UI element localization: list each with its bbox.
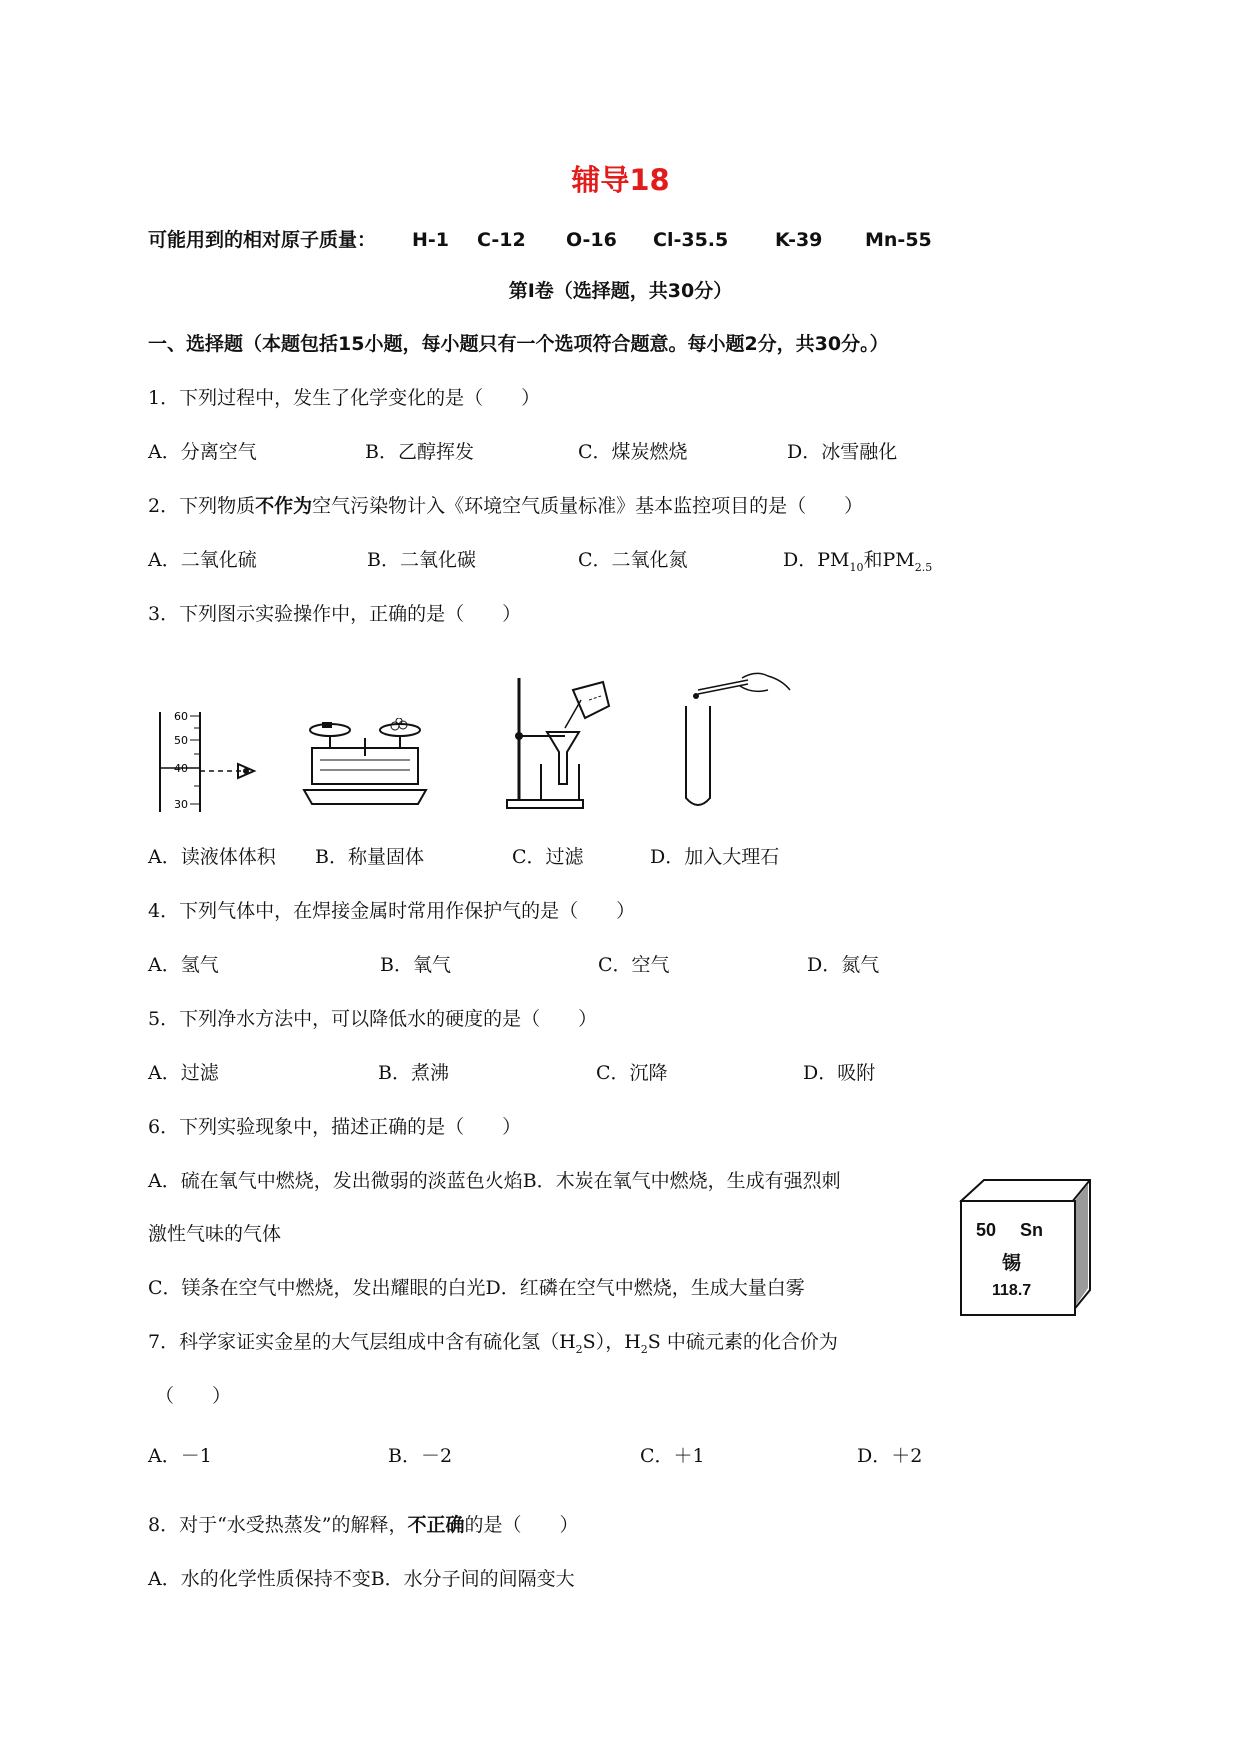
page-title: 辅导18 [571,163,670,197]
section-heading: 一、选择题（本题包括15小题，每小题只有一个选项符合题意。每小题2分，共30分。） [148,333,889,355]
q3-stem: 3．下列图示实验操作中，正确的是（ ） [148,603,522,625]
q5-option-c: C．沉降 [596,1062,668,1084]
q5-option-b: B．煮沸 [378,1062,449,1084]
q2-option-d-sub2: 2.5 [914,560,933,574]
atomic-mass-k: K-39 [775,229,823,251]
q1-option-a: A．分离空气 [148,441,257,463]
atomic-mass-mn: Mn-55 [865,229,932,251]
graduated-cylinder-figure [150,708,270,816]
q2-option-d-pre: D．PM [783,549,850,571]
q7-stem-pre: 7．科学家证实金星的大气层组成中含有硫化氢（H [148,1331,576,1353]
q3-option-c: C．过滤 [512,846,584,868]
q2-stem-emphasis: 不作为 [255,495,313,517]
q5-option-d: D．吸附 [803,1062,876,1084]
q7-stem-post: S 中硫元素的化合价为 [647,1331,838,1353]
q2-stem [148,494,863,518]
atomic-mass-label: 可能用到的相对原子质量： [148,229,377,251]
q2-option-d [783,548,932,580]
q2-option-d-mid: 和PM [863,549,915,571]
q8-line-1: A．水的化学性质保持不变B．水分子间的间隔变大 [148,1568,575,1590]
q5-stem: 5．下列净水方法中，可以降低水的硬度的是（ ） [148,1008,598,1030]
q8-stem-emphasis: 不正确 [407,1514,465,1536]
q6-line-2: 激性气味的气体 [148,1223,282,1245]
q4-option-d: D．氮气 [807,954,880,976]
q1-stem: 1．下列过程中，发生了化学变化的是（ ） [148,387,541,409]
q4-option-c: C．空气 [598,954,670,976]
q8-stem-pre: 8．对于“水受热蒸发”的解释， [148,1514,408,1536]
q7-option-c: C．＋1 [640,1445,705,1467]
q1-option-d: D．冰雪融化 [787,441,898,463]
q1-option-b: B．乙醇挥发 [365,441,474,463]
filtration-figure [505,676,635,812]
q2-option-a: A．二氧化硫 [148,549,257,571]
q1-option-c: C．煤炭燃烧 [578,441,688,463]
q4-option-b: B．氧气 [380,954,451,976]
cylinder-tick-60: 60 [174,710,188,723]
q7-option-d: D．＋2 [857,1445,923,1467]
q2-option-d-sub1: 10 [849,560,864,574]
q2-stem-post: 空气污染物计入《环境空气质量标准》基本监控项目的是（ ） [312,495,864,517]
q7-option-a: A．－1 [148,1445,212,1467]
q7-stem-sub2: 2 [640,1342,648,1356]
q8-stem-post: 的是（ ） [464,1514,579,1536]
atomic-mass-c: C-12 [477,229,526,251]
element-name: 锡 [1002,1253,1022,1274]
part-title: 第Ⅰ卷（选择题，共30分） [508,280,733,302]
q7-stem-mid: S），H [582,1331,641,1353]
q6-line-3: C．镁条在空气中燃烧，发出耀眼的白光D．红磷在空气中燃烧，生成大量白雾 [148,1277,805,1299]
q6-stem: 6．下列实验现象中，描述正确的是（ ） [148,1116,522,1138]
q7-answer-paren: （ ） [155,1385,232,1407]
element-atomic-mass: 118.7 [992,1282,1032,1299]
atomic-mass-cl: Cl-35.5 [653,229,729,251]
q7-option-b: B．－2 [388,1445,453,1467]
atomic-mass-h: H-1 [412,229,450,251]
element-card [960,1200,1076,1316]
q3-option-b: B．称量固体 [315,846,424,868]
cylinder-tick-40: 40 [174,762,188,775]
test-tube-figure [678,670,798,812]
q7-stem [148,1330,838,1362]
q8-stem [148,1513,579,1537]
atomic-mass-o: O-16 [566,229,617,251]
q4-stem: 4．下列气体中，在焊接金属时常用作保护气的是（ ） [148,900,636,922]
q2-option-c: C．二氧化氮 [578,549,688,571]
q5-option-a: A．过滤 [148,1062,219,1084]
cylinder-tick-50: 50 [174,734,188,747]
q2-stem-pre: 2．下列物质 [148,495,256,517]
q2-option-b: B．二氧化碳 [367,549,476,571]
cylinder-tick-30: 30 [174,798,188,811]
balance-figure [300,718,430,812]
q6-line-1: A．硫在氧气中燃烧，发出微弱的淡蓝色火焰B．木炭在氧气中燃烧，生成有强烈刺 [148,1170,841,1192]
element-symbol: Sn [1020,1220,1044,1240]
q4-option-a: A．氢气 [148,954,219,976]
q3-option-d: D．加入大理石 [650,846,780,868]
q7-stem-sub1: 2 [575,1342,583,1356]
element-atomic-number: 50 [976,1220,997,1240]
q3-option-a: A．读液体体积 [148,846,276,868]
